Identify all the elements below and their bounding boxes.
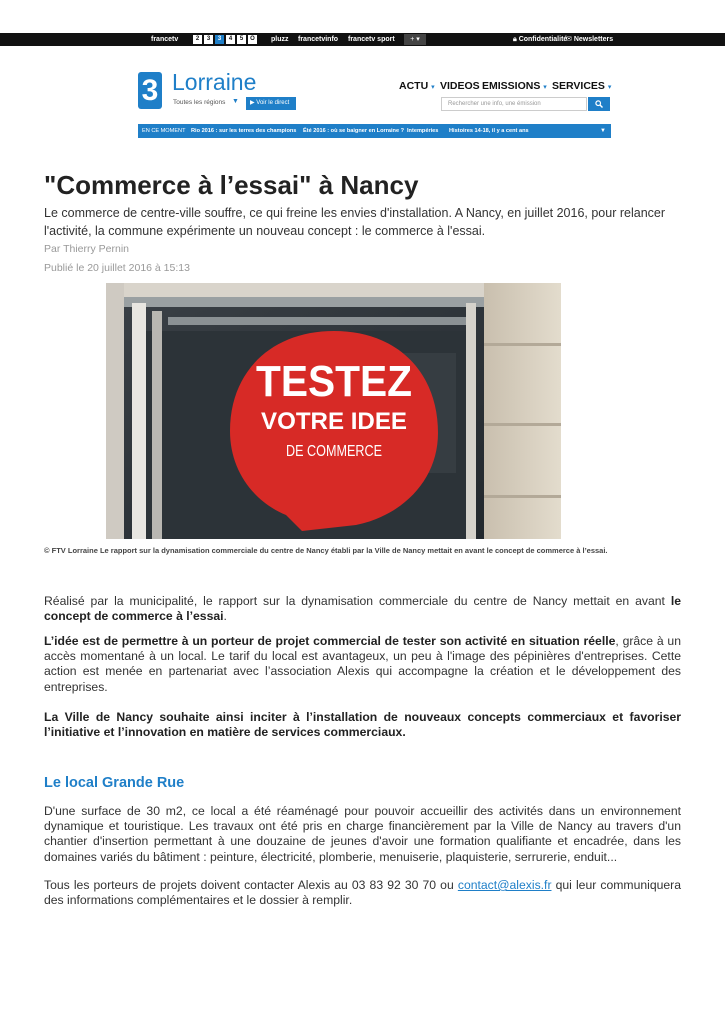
nav-actu-label: ACTU: [399, 80, 429, 92]
chevron-down-icon: ▾: [431, 84, 435, 91]
paragraph-1-bold: le concept de commerce à l’essai: [44, 594, 681, 624]
privacy-label: Confidentialité: [518, 36, 568, 43]
channel-franceo-link[interactable]: Ô: [248, 35, 257, 44]
photo-caption: © FTV Lorraine Le rapport sur la dynamisation commerciale du centre de Nancy établi par la Ville de Nancy mettait en avant le concept de commerce à l’essai.: [44, 546, 608, 555]
search-input[interactable]: Rechercher une info, une émission: [441, 97, 587, 111]
nav-videos-label: VIDEOS: [440, 80, 480, 92]
trending-item[interactable]: Rio 2016 : sur les terres des champions: [191, 128, 297, 134]
paragraph-2-bold: L’idée est de permettre à un porteur de projet commercial de tester son activité en situation réelle: [44, 634, 616, 648]
trending-label: EN CE MOMENT: [142, 128, 186, 134]
paragraph-3: [44, 710, 681, 740]
network-bar: [0, 33, 725, 46]
paragraph-5-end: qui leur communiquera des informations complémentaires et le dossier à remplir.: [44, 878, 681, 908]
article-date: Publié le 20 juillet 2016 à 15:13: [44, 262, 190, 274]
channel-france2-link[interactable]: 2: [193, 35, 202, 44]
nav-videos[interactable]: [440, 79, 480, 93]
privacy-link[interactable]: [513, 33, 567, 46]
live-button[interactable]: ▶ Voir le direct: [246, 97, 296, 110]
trending-item[interactable]: Histoires 14-18, il y a cent ans: [449, 128, 529, 134]
nav-services[interactable]: [552, 79, 611, 93]
newsletters-link[interactable]: [566, 33, 613, 46]
envelope-icon: ✉: [566, 36, 572, 43]
francetv-link[interactable]: francetv: [151, 36, 179, 43]
channel-france4-link[interactable]: 4: [226, 35, 235, 44]
nav-services-label: SERVICES: [552, 80, 605, 92]
sign-line-2: VOTRE IDEE: [261, 408, 407, 435]
paragraph-3-bold: La Ville de Nancy souhaite ainsi inciter à l’installation de nouveaux concepts commerciaux et favoriser l’initiative et l’innovation en matière de services commerciaux.: [44, 710, 681, 740]
search-button[interactable]: [588, 97, 610, 111]
pluzz-link[interactable]: pluzz: [271, 36, 289, 43]
paragraph-2: [44, 634, 681, 695]
chevron-down-icon: ▾: [543, 84, 547, 91]
trending-bar: [138, 124, 611, 138]
article-lead: Le commerce de centre-ville souffre, ce qui freine les envies d'installation. A Nancy, en juillet 2016, pour relancer l'activité, la commune expérimente un nouveau concept : le commerce à l'essai.: [44, 206, 666, 238]
chevron-down-icon: ▾: [607, 84, 612, 91]
francetvsport-link[interactable]: francetv sport: [348, 36, 395, 43]
search-icon: [595, 100, 603, 108]
sign-line-1: TESTEZ: [256, 357, 412, 406]
article-author[interactable]: Par Thierry Pernin: [44, 243, 130, 255]
more-networks-button[interactable]: + ▾: [404, 34, 426, 45]
francetvinfo-link[interactable]: francetvinfo: [298, 36, 339, 43]
channel-france3-link[interactable]: 3: [204, 35, 213, 44]
paragraph-1: [44, 594, 681, 624]
storefront-image: [106, 283, 561, 539]
trending-item[interactable]: Intempéries: [407, 128, 439, 134]
nav-actu[interactable]: [399, 79, 435, 93]
paragraph-5-text: Tous les porteurs de projets doivent contacter Alexis au 03 83 92 30 70 ou: [44, 878, 458, 892]
email-link[interactable]: contact@alexis.fr: [457, 878, 552, 892]
section-title: Le local Grande Rue: [44, 775, 185, 791]
newsletters-label: Newsletters: [573, 36, 614, 43]
paragraph-1-end: .: [223, 609, 227, 624]
paragraph-5: [44, 878, 681, 908]
paragraph-1-text: Réalisé par la municipalité, le rapport sur la dynamisation commerciale du centre de Nancy mettait en avant: [44, 594, 671, 608]
sign-line-3: DE COMMERCE: [286, 443, 382, 460]
nav-emissions[interactable]: [482, 79, 547, 93]
article-photo: [106, 283, 561, 539]
lock-icon: 🔒︎: [513, 36, 517, 43]
region-title[interactable]: Lorraine: [172, 69, 257, 95]
article-title: "Commerce à l’essai" à Nancy: [44, 170, 419, 200]
france3-logo[interactable]: 3: [138, 72, 162, 109]
channel-france3-active-link[interactable]: 3: [215, 35, 224, 44]
paragraph-4: D'une surface de 30 m2, ce local a été réaménagé pour pouvoir accueillir des activités dans un environnement dynamique et touristique. Les travaux ont été pris en charge financièrement par la Ville de Nancy au travers d'un chantier d'insertion permettant à une douzaine de jeunes d'avoir une formation qualifiante et encadrée, dans les domaines variés du bâtiment : peinture, électricité, plomberie, menuiserie, plaquisterie, serrurerie, enduit...: [44, 804, 681, 864]
trending-item[interactable]: Été 2016 : où se baigner en Lorraine ?: [303, 128, 405, 134]
channel-france5-link[interactable]: 5: [237, 35, 246, 44]
nav-emissions-label: EMISSIONS: [482, 80, 541, 92]
chevron-down-icon[interactable]: ▼: [232, 98, 239, 105]
chevron-down-icon[interactable]: ▼: [600, 128, 606, 134]
paragraph-2-text: , grâce à un accès momentané à un local. Le tarif du local est avantageux, un peu à l'image des pépinières d'entreprises. Cette action est menée en partenariat avec l’association Alexis qui accompagne la création et le développement des entreprises.: [44, 634, 681, 694]
region-select[interactable]: Toutes les régions: [173, 99, 226, 106]
